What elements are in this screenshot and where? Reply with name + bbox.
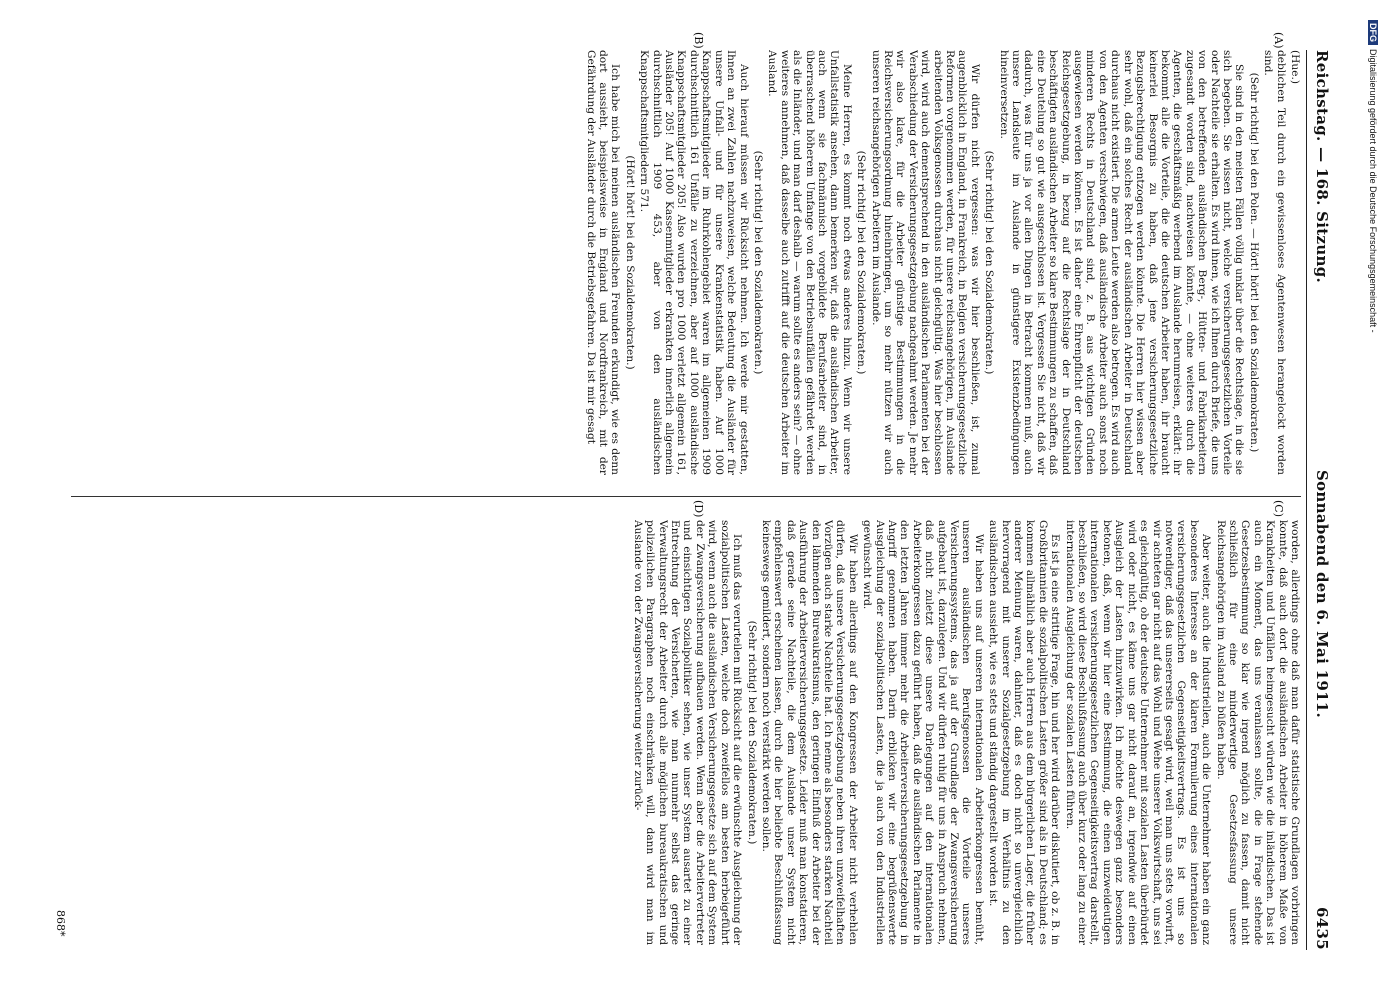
header-rule	[1306, 50, 1307, 950]
header-page-number: 6435	[1313, 907, 1331, 950]
margin-mark-d: (D)	[692, 500, 705, 518]
paragraph: Wir haben uns auf unseren internationalen Arbeiterkongressen bemüht, unseren ausländischen Berufsgenossen die Vorteile unseres Versicherungssystems, das ja auf der Grundlage der Zwangsversicherung aufgebaut ist, darzulegen. Und wir dürfen ruhig für uns in Anspruch nehmen, daß nicht zuletzt diese unsere Darlegungen auf den internationalen Arbeiterkongressen dazu geführt haben, daß die ausländischen Parlamente in den letzten Jahren immer mehr die Arbeiterversicherungsgesetzgebung in Angriff genommen haben. Darin erblicken wir eine begrüßenswerte Ausgleichung der sozialpolitischen Lasten, die ja auch von den Industriellen gewünscht wird.	[861, 520, 985, 945]
dfg-logo: DFG	[1368, 20, 1378, 45]
interjection: (Sehr richtig! bei den Sozialdemokraten.)	[751, 150, 764, 375]
interjection: (Sehr richtig! bei den Sozialdemokraten.)	[745, 620, 758, 845]
digitization-stamp	[1364, 20, 1378, 980]
paragraph: Wir dürfen nicht vergessen: was wir hier beschließen, ist, zumal augenblicklich in England, in Frankreich, in Belgien versicherungsgesetzliche Reformen vorgenommen werden, für unsere reichsangehörigen, im Auslande arbeitenden Volksgenossen durchaus nicht gleichgültig. Was hier beschlossen wird, wird auch dementsprechend in den ausländischen Parlamenten bei der Verabschiedung der Versicherungsgesetzgebung nachgeahmt werden. Je mehr wir also klare, für die Arbeiter günstige Bestimmungen in die Reichsversicherungsordnung hineinbringen, um so mehr nützen wir auch unseren reichsangehörigen Arbeitern im Auslande.	[869, 50, 981, 475]
header-session: Reichstag. — 168. Sitzung.	[1313, 50, 1331, 284]
digitization-note: Digitalisierung gefördert durch die Deutsche Forschungsgemeinschaft -	[1368, 49, 1378, 333]
paragraph: (Hue.)	[1289, 50, 1301, 84]
text-column-right	[61, 520, 1301, 945]
paragraph: Meine Herren, es kommt noch etwas anderes hinzu. Wenn wir unsere Unfallstatistik ansehen, dann bemerken wir, daß die ausländischen Arbeiter, auch wenn sie fachmännisch vorgebildete Berufsarbeiter sind, in überraschend höherem Umfange von den Betriebsunfällen gefährdet werden als die Inländer, und man darf deshalb — warum sollte es anders sein? — ohne weiteres annehmen, daß dasselbe auch zutrifft auf die deutschen Arbeiter im Ausland.	[766, 50, 853, 475]
interjection: (Sehr richtig! bei den Sozialdemokraten.)	[855, 150, 868, 375]
paragraph: deblichen Teil durch ein gewissenloses Agentenwesen herangelockt worden sind.	[1262, 50, 1287, 475]
footer-mark: 868*	[54, 910, 67, 937]
paragraph: Wir haben allerdings auf den Kongressen der Arbeiter nicht verhehlen dürfen, daß unsere Versicherungsgesetzgebung neben ihren unzweifelhaften Vorzügen auch starke Nachteile hat. Ich nenne als besonders starken Nachteil den lähmenden Bureaukratismus, den geringen Einfluß der Arbeiter bei der Ausführung der Arbeiterversicherungsgesetze. Leider muß man konstatieren, daß gerade seine Nachteile, die dem Auslande unser System nicht empfehlenswert erscheinen lassen, durch die hier beliebte Beschlußfassung keineswegs gemildert, sondern noch verstärkt werden sollen.	[759, 520, 859, 945]
paragraph: Ich habe mich bei meinen ausländischen Freunden erkundigt, wie es denn dort aussieht, beispielsweise in England und Nordfrankreich, mit der Gefährdung der Ausländer durch die Betriebsgefahren. Da ist mir gesagt	[584, 50, 622, 475]
interjection: (Sehr richtig! bei den Polen. — Hört! hört! bei den Sozialdemokraten.)	[1247, 72, 1260, 453]
rotated-page-content	[45, 30, 1345, 970]
text-column-left	[61, 50, 1301, 475]
column-divider	[71, 496, 1301, 497]
margin-mark-c: (C)	[1272, 500, 1285, 517]
interjection: (Hört! hört! bei den Sozialdemokraten.)	[623, 155, 636, 370]
paragraph: Auch hierauf müssen wir Rücksicht nehmen. Ich werde mir gestatten, Ihnen an zwei Zahlen nachzuweisen, welche Bedeutung die Ausländer für unsere Unfall- und für unsere Krankenstatistik haben. Auf 1000 Knappschaftsmitglieder im Ruhrkohlengebiet waren im allgemeinen 1909 durchschnittlich 161 Unfälle zu verzeichnen, aber auf 1000 ausländische Knappschaftsmitglieder 205! Also wurden pro 1000 verletzt allgemein 161, Ausländer 205! Auf 1000 Kassenmitglieder erkrankten innerlich allgemein durchschnittlich 1909 453, aber von den ausländischen Knappschaftsmitgliedern 571.	[638, 50, 750, 475]
paragraph: Sie sind in den meisten Fällen völlig unklar über die Rechtslage, in die sie sich begeben. Sie wissen nicht, welche versicherungsgesetzlichen Vorteile oder Nachteile sie erhalten. Es wird ihnen, wie ich Ihnen durch Briefe, die uns von den betreffenden ausländischen Berg-, Hütten- und Fabrikarbeitern zugesandt worden sind, nachweisen könnte, — ohne weiteres durch die Agenten, die geschäftsmäßig werbend im Auslande herumreisen, erklärt: ihr bekommt alle die Vorteile, die die deutschen Arbeiter haben, ihr braucht keinerlei Besorgnis zu haben, daß jene versicherungsgesetzliche Bezugsberechtigung entzogen werden könnte. Die Herren hier wissen aber sehr wohl, daß ein solches Recht der ausländischen Arbeiter in Deutschland durchaus nicht existiert. Die armen Leute werden also betrogen. Es wird auch von den Agenten verschwiegen, daß ausländische Arbeiter auch sonst noch minderen Rechts in Deutschland sind, z. B. aus wichtigen Gründen ausgewiesen werden können. Es ist daher eine Ehrenpflicht der deutschen Reichsgesetzgebung, in bezug auf die Rechtslage der in Deutschland beschäftigten ausländischen Arbeiter so klare Bestimmungen zu schaffen, daß eine Deutelung so gut wie ausgeschlossen ist. Vergessen Sie nicht, daß wir dadurch, was für uns ja vor allen Dingen in Betracht kommen muß, auch unsere Landsleute im Auslande in günstigere Existenzbedingungen hineinversetzen.	[997, 50, 1246, 475]
paragraph: Es ist ja eine strittige Frage, hin und her wird darüber diskutiert, ob z. B. in Großbritannien die sozialpolitischen Lasten größer sind als in Deutschland; es kommen allmählich aber auch Herren aus dem bürgerlichen Lager, die früher anderer Meinung waren, dahinter, daß es doch nicht so unvergleichlich hervorragend mit unserer Sozialgesetzgebung im Verhältnis zu den ausländischen aussieht, wie es stets und ständig dargestellt worden ist.	[987, 520, 1062, 945]
paragraph: worden, allerdings ohne daß man dafür statistische Grundlagen vorbringen konnte, daß auch dort die ausländischen Arbeiter in höherem Maße von Krankheiten und Unfällen heimgesucht würden wie die inländischen. Das ist auch ein Moment, das uns veranlassen sollte, die in Frage stehende Gesetzesbestimmung so klar wie irgend möglich zu fassen, damit nicht schließlich für eine minderwertige Gesetzesfassung unsere Reichsangehörigen im Ausland zu büßen haben.	[1214, 520, 1301, 945]
paragraph: Ich muß das verurteilen mit Rücksicht auf die erwünschte Ausgleichung der sozialpolitischen Lasten, welche doch zweifellos am besten herbeigeführt wird, wenn auch die ausländischen Versicherungsgesetze sich auf dem System der Zwangsversicherung aufbauen werden. Wenn aber die Arbeitervertreter und einsichtigen Sozialpolitiker sehen, wie unser System ausartet zu einer Entrechtung der Versicherten, wie man nunmehr selbst das geringe Verwaltungsrecht der Arbeiter durch alle möglichen bureaukratischen und polizeilichen Paragraphen noch einschränken will, dann wird man im Auslande von der Zwangsversicherung weiter zurück-	[631, 520, 744, 945]
interjection: (Sehr richtig! bei den Sozialdemokraten.)	[983, 150, 996, 375]
header-date: Sonnabend den 6. Mai 1911.	[1313, 470, 1331, 719]
margin-mark-b: (B)	[692, 32, 705, 49]
margin-mark-a: (A)	[1272, 32, 1285, 49]
paragraph: Aber weiter, auch die Industriellen, auch die Unternehmer haben ein ganz besonderes Interesse an der klaren Formulierung eines internationalen versicherungsgesetzlichen Gegenseitigkeitsvertrags. Es ist uns so notwendiger, daß das unsererseits gesagt wird, weil man uns stets vorwirft, wir achteten gar nicht auf das Wohl und Wehe unserer Volkswirtschaft, uns sei es gleichgültig, ob der deutsche Unternehmer mit sozialen Lasten überbürdet wird oder nicht, es käme uns gar nicht darauf an, irgendwie auf einen Ausgleich der Lasten hinzuwirken. Ich möchte deswegen ganz besonders betonen, daß, wenn wir hier eine Bestimmung, die einen unzweideutigen internationalen versicherungsgesetzlichen Gegenseitigkeitsvertrag darstellt, beschließen, so wird diese Beschlußfassung auch über kurz oder lang zu einer internationalen Ausgleichung der sozialen Lasten führen.	[1063, 520, 1213, 945]
